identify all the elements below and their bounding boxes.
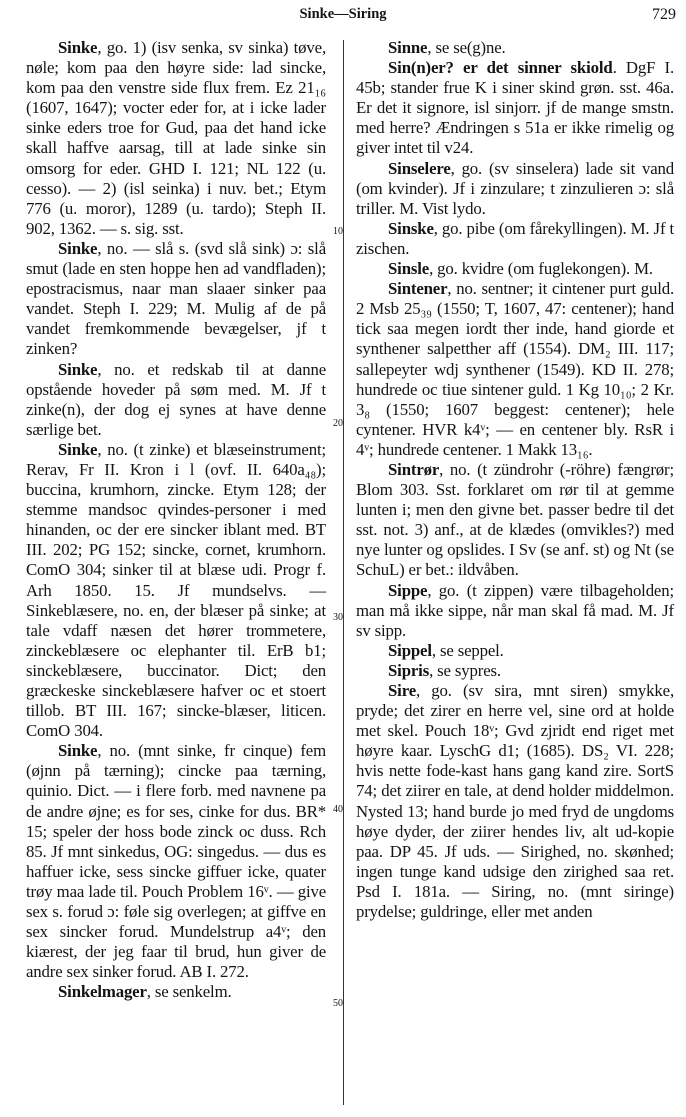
headword: Sinke	[58, 741, 98, 761]
page-number: 729	[652, 6, 676, 23]
dictionary-entry: Sinke, no. (t zinke) et blæseinstrument; Rerav, Fr II. Kron i l (ovf. II. 640a₄₈); buccina, krumhorn, zincke. Etym 128; der stemme mandsoc qvindes-personer i med hinanden, oc der ere sincker iblant med. BT III. 202; PG 152; sincke, cornet, krumhorn. ComO 304; sinker til at blæse udi. Progr f. Arh 1850. 15. Jf mundselvs. — Sinkeblæsere, no. en, der blæser på sinke; at tale vdaff næsen det hører trommetere, zinckeblæsere oc elephanter til. ErB b1; sinckeblæsere, buccinator. Dict; den græckeske sinckeblæsere hafver oc et stoert tillob. BT III. 167; sincke-blæser, liticen. ComO 304.	[26, 439, 326, 741]
headword: Sinkelmager	[58, 982, 147, 1002]
headword: Sinke	[58, 359, 98, 379]
line-number: 50	[333, 998, 343, 1009]
headword: Sire	[388, 681, 416, 700]
headword: Sintener	[388, 279, 448, 299]
dictionary-entry: Sippel, se seppel.	[388, 640, 504, 660]
line-number: 30	[333, 612, 343, 623]
dictionary-entry: Sinke, no. — slå s. (svd slå sink) ɔ: slå smut (lade en sten hoppe hen ad vandfladen); epostracismus, naar man slaaer sinker paa vandet. Steph I. 229; M. Mulig af de på vandet fremkommende bevægelser, jf t zinken?	[26, 238, 326, 359]
headword: Sinke	[58, 238, 98, 258]
column-divider	[343, 40, 344, 1105]
headword: Sinne	[388, 38, 428, 57]
dictionary-entry: Sire, go. (sv sira, mnt siren) smykke, pryde; det zirer en herre vel, sine ord at holde met skel. Pouch 18ᵛ; Gvd zjridt end riget met høyre kaar. LyschG d1; (1685). DS₂ VI. 228; hvis nette fode-kast hans gang kand zire. SortS 74; det ziirer en tale, at dend holder middelmon. Nysted 13; hand burde jo med fryd de ungdoms høye dyder, der ziirer hendes liv, alt ud-kopie paa. DP 45. Jf uds. — Sirighed, no. skønhed; ingen tunge kand udsige den zirighed saa ret. Psd I. 181a. — Siring, no. (mnt siringe) prydelse; guldringe, eller met anden	[356, 681, 674, 922]
headword: Sinske	[388, 218, 434, 238]
dictionary-entry: Sinkelmager, se senkelm.	[58, 982, 232, 1002]
right-column	[356, 38, 674, 922]
running-head: Sinke—Siring	[299, 6, 387, 22]
dictionary-entry: Sinske, go. pibe (om fårekyllingen). M. Jf t zischen.	[356, 218, 674, 258]
dictionary-entry: Sintrør, no. (t zündrohr (-röhre) fængrør; Blom 303. Sst. forklaret om rør til at gemme lunten i; men den givne bet. passer bedre til det sst. not. 3) anf., at de klædes (omvikles?) med nye lunter og opslides. I Sv (se anf. st) og Nt (se SchuL) er bet.: ildvåben.	[356, 459, 674, 580]
dictionary-entry: Sin(n)er? er det sinner skiold. DgF I. 45b; stander frue K i siner skind grøn. sst. 46a. Er det it signore, isl sinjorr. jf de mange smstn. med herre? Ændringen s 51a er ikke rimelig og giver intet til v24.	[356, 58, 675, 158]
dictionary-entry: Sintener, no. sentner; it cintener purt guld. 2 Msb 25₃₉ (1550; T, 1607, 47: centener); hand tick saa megen iordt ther inde, hand giorde et synthener salpetther aff (1554). DM₂ III. 117; sallepeyter wdj synthener (1549). KD II. 278; hundrede oc tiue sintener guld. 1 Kg 10₁₀; 2 Kr. 3₈ (1550; 1607 beggest: centener); hele cyntener. HVR k4ᵛ; — en centener bly. RsR i 4ᵛ; hundrede centener. 1 Makk 13₁₆.	[356, 279, 674, 459]
headword: Sinke	[58, 439, 98, 459]
headword: Sintrør	[388, 459, 440, 479]
dictionary-entry: Sippe, go. (t zippen) være tilbageholden; man må ikke sippe, når man skal få mad. M. Jf sv sipp.	[356, 580, 674, 640]
dictionary-entry: Sinke, no. (mnt sinke, fr cinque) fem (øjnn på tærning); cincke paa tærning, quinio. Dict. — i flere forb. med navnene pa de andre øjne; es for ses, cinke for dus. BR* 15; speler der hoss bode zinck oc duss. Rch 85. Jf mnt sinkedus, OG: singedus. — dus es haffuer icke, sess sincke giffuer icke, quater trøy maa lade til. Pouch Problem 16ᵛ. — give sex s. forud ɔ: føle sig overlegen; at giffve en sex sincker forud. Mundelstrup a4ᵛ; den kiærest, der jeg faar til brud, hun giver de andre sex sinker forud. AB I. 272.	[26, 741, 326, 982]
dictionary-entry: Sinselere, go. (sv sinselera) lade sit vand (om kvinder). Jf i zinzulare; t zinzulieren ɔ: slå triller. M. Vist lydo.	[356, 158, 674, 218]
headword: Sinke	[58, 38, 98, 57]
dictionary-entry: Sipris, se sypres.	[388, 660, 501, 680]
dictionary-entry: Sinke, go. 1) (isv senka, sv sinka) tøve, nøle; kom paa den høyre side: lad sincke, kom paa den venstre side flux frem. Ez 21₁₆ (1607, 1647); vocter eder for, at i icke lader sinke eders troe for Gud, paa det hand icke skall haffve aarsag, till at lade sinke sin omsorg for eder. GHD I. 121; NL 122 (u. cesso). — 2) (isl seinka) i nuv. bet.; Etym 776 (u. moror), 1289 (u. tardo); Steph II. 902, 1362. — s. sig. sst.	[26, 38, 326, 238]
dictionary-entry: Sinke, no. et redskab til at danne opstående hoveder på søm med. M. Jf t zinke(n), der dog ej synes at have denne særlige bet.	[26, 359, 326, 439]
headword: Sippe	[388, 580, 428, 600]
line-number: 40	[333, 804, 343, 815]
dictionary-entry: Sinne, se se(g)ne.	[388, 38, 506, 57]
dictionary-entry: Sinsle, go. kvidre (om fuglekongen). M.	[388, 259, 653, 279]
headword: Sin(n)er? er det sinner skiold	[388, 58, 613, 78]
headword: Sipris	[388, 660, 430, 680]
left-column	[26, 38, 326, 1003]
headword: Sinselere	[388, 158, 451, 178]
headword: Sinsle	[388, 259, 430, 279]
headword: Sippel	[388, 640, 432, 660]
line-number: 20	[333, 418, 343, 429]
line-number: 10	[333, 226, 343, 237]
